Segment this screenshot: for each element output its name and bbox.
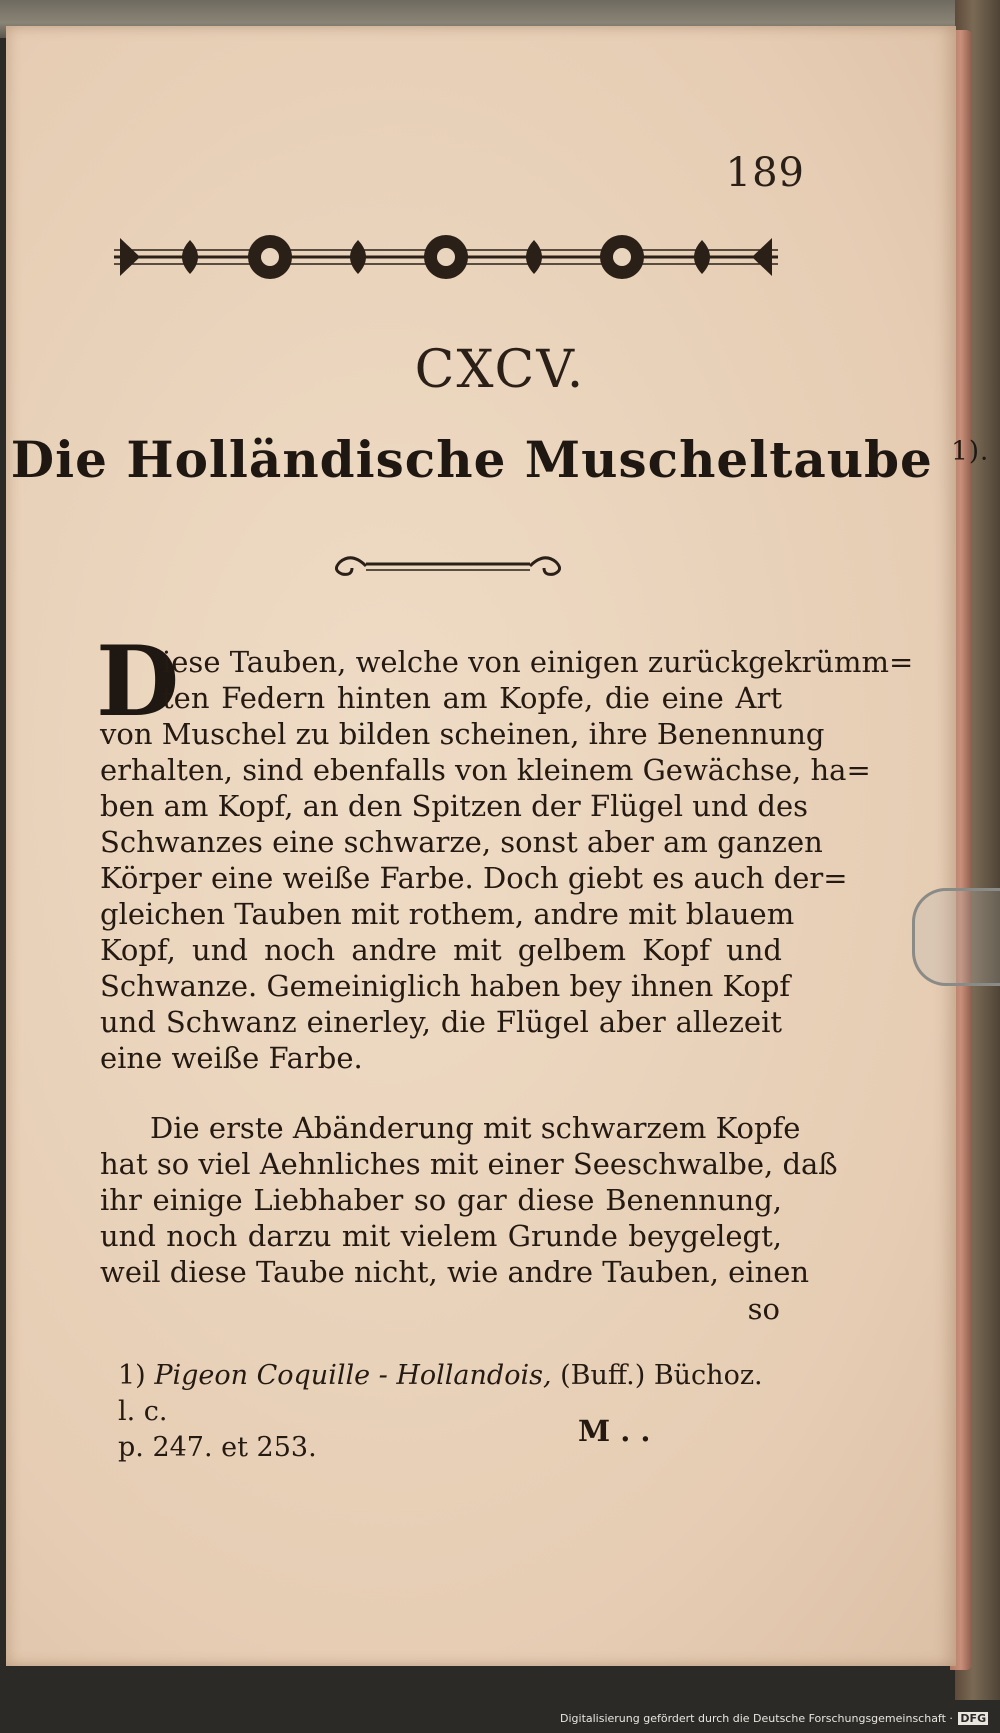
footnote-italic-text: Pigeon Coquille - Hollandois,: [154, 1360, 552, 1391]
chapter-number: CXCV.: [414, 340, 586, 400]
text-line: Körper eine weiße Farbe. Doch giebt es auch der=: [100, 861, 848, 895]
signature-mark: M . .: [578, 1414, 651, 1448]
footnote-marker: 1): [118, 1360, 146, 1391]
page-number: 189: [725, 150, 805, 196]
text-line: Schwanzes eine schwarze, sonst aber am ganzen: [100, 825, 823, 859]
text-line: Die erste Abänderung mit schwarzem Kopfe: [150, 1111, 801, 1145]
text-line: gleichen Tauben mit rothem, andre mit blauem: [100, 897, 795, 931]
page-clip: [912, 888, 1000, 986]
text-line: ihr einige Liebhaber so gar diese Benennung,: [100, 1183, 782, 1217]
digitization-credit: [560, 1712, 987, 1725]
text-line: und Schwanz einerley, die Flügel aber allezeit: [100, 1005, 782, 1039]
text-line: ben am Kopf, an den Spitzen der Flügel und des: [100, 789, 809, 823]
text-line: eine weiße Farbe.: [100, 1041, 363, 1075]
chapter-title-text: Die Holländische Muscheltaube: [10, 430, 933, 489]
drop-cap: D: [96, 625, 180, 738]
text-line: erhalten, sind ebenfalls von kleinem Gewächse, ha=: [100, 753, 871, 787]
text-line: Schwanze. Gemeiniglich haben bey ihnen Kopf: [100, 969, 791, 1003]
ornamental-divider: [326, 548, 570, 584]
footnote-reference: (Buff.) Büchoz. l. c.: [118, 1360, 763, 1427]
text-line: Kopf, und noch andre mit gelbem Kopf und: [100, 933, 782, 967]
footnote-line-2: p. 247. et 253.: [118, 1432, 317, 1463]
credit-text: Digitalisierung gefördert durch die Deutsche Forschungsgemeinschaft ·: [560, 1712, 953, 1725]
text-line: hat so viel Aehnliches mit einer Seeschwalbe, daß: [100, 1147, 838, 1181]
catchword: so: [747, 1292, 780, 1326]
paragraph-2: [100, 1110, 838, 1290]
chapter-title: [0, 430, 1000, 489]
text-line: ten Federn hinten am Kopfe, die eine Art: [162, 681, 782, 715]
decorative-ornament-band: [110, 228, 782, 286]
paragraph-1: [100, 644, 914, 1076]
title-footnote-mark: 1).: [951, 436, 990, 467]
text-line: iese Tauben, welche von einigen zurückgekrümm=: [162, 645, 914, 679]
dfg-badge: DFG: [960, 1712, 987, 1725]
text-line: und noch darzu mit vielem Grunde beygelegt,: [100, 1219, 782, 1253]
text-line: von Muschel zu bilden scheinen, ihre Benennung: [100, 717, 825, 751]
footnote: [118, 1358, 788, 1466]
footnote-line-1: [118, 1358, 788, 1430]
text-line: weil diese Taube nicht, wie andre Tauben, einen: [100, 1255, 810, 1289]
